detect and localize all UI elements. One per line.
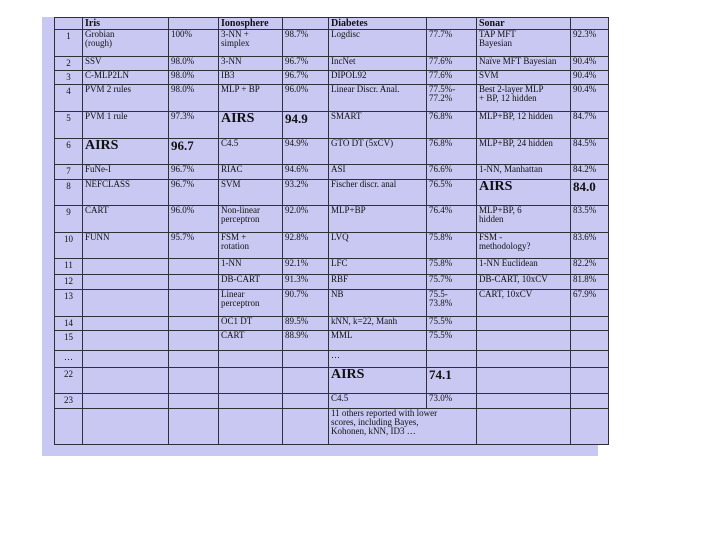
diabetes-method-cell: DIPOL92 xyxy=(329,71,427,85)
ionosphere-method-cell xyxy=(219,367,283,394)
sonar-score-cell: 82.2% xyxy=(571,259,609,275)
results-table xyxy=(54,17,609,445)
diabetes-method-cell: GTO DT (5xCV) xyxy=(329,138,427,165)
ionosphere-score-cell: 92.1% xyxy=(283,259,329,275)
ionosphere-score-cell: 94.9 xyxy=(283,112,329,139)
iris-score-cell: 98.0% xyxy=(169,56,219,70)
iris-score-cell: 100% xyxy=(169,30,219,57)
diabetes-score-cell: 77.6% xyxy=(427,56,477,70)
rank-cell: 14 xyxy=(55,317,83,331)
table-row xyxy=(55,179,609,206)
iris-method-cell xyxy=(83,408,169,444)
diabetes-method-cell: MLP+BP xyxy=(329,206,427,233)
diabetes-score-cell: 75.7% xyxy=(427,274,477,290)
ionosphere-method-cell xyxy=(219,408,283,444)
ionosphere-method-cell: RIAC xyxy=(219,165,283,179)
diabetes-score-cell: 75.5% xyxy=(427,331,477,350)
ionosphere-method-cell: C4.5 xyxy=(219,138,283,165)
diabetes-score-cell: 76.8% xyxy=(427,138,477,165)
diabetes-score-cell: 76.6% xyxy=(427,165,477,179)
diabetes-score-cell: 75.5- 73.8% xyxy=(427,290,477,317)
table-row xyxy=(55,165,609,179)
iris-method-cell xyxy=(83,259,169,275)
ionosphere-method-cell: CART xyxy=(219,331,283,350)
diabetes-header: Diabetes xyxy=(329,18,427,30)
ionosphere-score-cell: 89.5% xyxy=(283,317,329,331)
sonar-score-cell: 81.8% xyxy=(571,274,609,290)
iris-header: Iris xyxy=(83,18,169,30)
table-row xyxy=(55,408,609,444)
sonar-method-cell: 1-NN, Manhattan xyxy=(477,165,571,179)
diabetes-score-cell: 76.8% xyxy=(427,112,477,139)
ionosphere-score-cell xyxy=(283,394,329,408)
sonar-score-cell xyxy=(571,317,609,331)
rank-cell: 7 xyxy=(55,165,83,179)
iris-method-cell: FUNN xyxy=(83,232,169,259)
table-row xyxy=(55,394,609,408)
iris-score-cell: 97.3% xyxy=(169,112,219,139)
table-row xyxy=(55,367,609,394)
sonar-method-cell: CART, 10xCV xyxy=(477,290,571,317)
diabetes-method-cell: Logdisc xyxy=(329,30,427,57)
table-row xyxy=(55,56,609,70)
diabetes-score-header xyxy=(427,18,477,30)
rank-cell: … xyxy=(55,350,83,367)
rank-cell: 11 xyxy=(55,259,83,275)
iris-method-cell: PVM 1 rule xyxy=(83,112,169,139)
table-row xyxy=(55,331,609,350)
ionosphere-score-cell: 96.0% xyxy=(283,85,329,112)
table-row xyxy=(55,290,609,317)
sonar-score-cell: 83.5% xyxy=(571,206,609,233)
diabetes-method-cell: IncNet xyxy=(329,56,427,70)
iris-score-cell xyxy=(169,350,219,367)
ionosphere-method-cell: IB3 xyxy=(219,71,283,85)
table-row xyxy=(55,85,609,112)
iris-score-cell xyxy=(169,408,219,444)
sonar-method-cell xyxy=(477,394,571,408)
sonar-header: Sonar xyxy=(477,18,571,30)
iris-score-cell xyxy=(169,290,219,317)
table-body xyxy=(55,30,609,445)
rank-cell: 9 xyxy=(55,206,83,233)
diabetes-method-cell: Fischer discr. anal xyxy=(329,179,427,206)
iris-method-cell xyxy=(83,394,169,408)
sonar-method-cell: MLP+BP, 12 hidden xyxy=(477,112,571,139)
sonar-method-cell: DB-CART, 10xCV xyxy=(477,274,571,290)
sonar-method-cell: Naïve MFT Bayesian xyxy=(477,56,571,70)
sonar-method-cell: MLP+BP, 6 hidden xyxy=(477,206,571,233)
iris-score-cell: 96.7% xyxy=(169,165,219,179)
ionosphere-score-cell: 93.2% xyxy=(283,179,329,206)
iris-score-cell xyxy=(169,259,219,275)
diabetes-method-cell: AIRS xyxy=(329,367,427,394)
iris-score-cell: 98.0% xyxy=(169,71,219,85)
iris-method-cell xyxy=(83,331,169,350)
sonar-score-cell xyxy=(571,331,609,350)
iris-method-cell: PVM 2 rules xyxy=(83,85,169,112)
ionosphere-method-cell: DB-CART xyxy=(219,274,283,290)
ionosphere-score-cell: 92.0% xyxy=(283,206,329,233)
diabetes-method-cell: RBF xyxy=(329,274,427,290)
ionosphere-score-cell: 91.3% xyxy=(283,274,329,290)
ionosphere-score-cell xyxy=(283,367,329,394)
diabetes-method-cell: 11 others reported with lower scores, including Bayes, Kohonen, kNN, ID3 … xyxy=(329,408,477,444)
rank-cell: 4 xyxy=(55,85,83,112)
diabetes-score-cell: 75.8% xyxy=(427,232,477,259)
ionosphere-method-cell: 3-NN xyxy=(219,56,283,70)
table-row xyxy=(55,112,609,139)
ionosphere-method-cell: AIRS xyxy=(219,112,283,139)
ionosphere-method-cell xyxy=(219,350,283,367)
rank-cell: 6 xyxy=(55,138,83,165)
iris-method-cell: NEFCLASS xyxy=(83,179,169,206)
ionosphere-method-cell: Non-linear perceptron xyxy=(219,206,283,233)
table-row xyxy=(55,317,609,331)
ionosphere-method-cell: OC1 DT xyxy=(219,317,283,331)
ionosphere-score-cell: 96.7% xyxy=(283,71,329,85)
rank-cell: 15 xyxy=(55,331,83,350)
table-row xyxy=(55,232,609,259)
iris-method-cell xyxy=(83,274,169,290)
diabetes-score-cell xyxy=(427,350,477,367)
diabetes-score-cell: 73.0% xyxy=(427,394,477,408)
ionosphere-score-cell: 96.7% xyxy=(283,56,329,70)
sonar-method-cell: Best 2-layer MLP + BP, 12 hidden xyxy=(477,85,571,112)
ionosphere-header: Ionosphere xyxy=(219,18,283,30)
table-row xyxy=(55,138,609,165)
sonar-method-cell: TAP MFT Bayesian xyxy=(477,30,571,57)
sonar-score-header xyxy=(571,18,609,30)
sonar-score-cell xyxy=(571,367,609,394)
ionosphere-method-cell: FSM + rotation xyxy=(219,232,283,259)
rank-cell: 22 xyxy=(55,367,83,394)
iris-score-header xyxy=(169,18,219,30)
diabetes-method-cell: NB xyxy=(329,290,427,317)
sonar-method-cell: SVM xyxy=(477,71,571,85)
iris-method-cell: AIRS xyxy=(83,138,169,165)
diabetes-method-cell: ASI xyxy=(329,165,427,179)
iris-method-cell xyxy=(83,290,169,317)
diabetes-method-cell: LFC xyxy=(329,259,427,275)
sonar-method-cell: FSM - methodology? xyxy=(477,232,571,259)
rank-cell: 5 xyxy=(55,112,83,139)
sonar-score-cell: 84.5% xyxy=(571,138,609,165)
table-row xyxy=(55,71,609,85)
sonar-method-cell: MLP+BP, 24 hidden xyxy=(477,138,571,165)
diabetes-method-cell: kNN, k=22, Manh xyxy=(329,317,427,331)
sonar-score-cell: 90.4% xyxy=(571,56,609,70)
rank-cell: 1 xyxy=(55,30,83,57)
rank-cell: 10 xyxy=(55,232,83,259)
sonar-score-cell: 67.9% xyxy=(571,290,609,317)
iris-score-cell xyxy=(169,394,219,408)
header-row xyxy=(55,18,609,30)
diabetes-score-cell: 75.8% xyxy=(427,259,477,275)
table-row xyxy=(55,30,609,57)
sonar-method-cell xyxy=(477,408,571,444)
ionosphere-method-cell: Linear perceptron xyxy=(219,290,283,317)
sonar-method-cell xyxy=(477,317,571,331)
iris-method-cell: FuNe-I xyxy=(83,165,169,179)
iris-score-cell: 96.7 xyxy=(169,138,219,165)
ionosphere-score-cell xyxy=(283,350,329,367)
diabetes-score-cell: 76.4% xyxy=(427,206,477,233)
rank-cell: 13 xyxy=(55,290,83,317)
rank-cell: 8 xyxy=(55,179,83,206)
diabetes-score-cell: 74.1 xyxy=(427,367,477,394)
diabetes-method-cell: Linear Discr. Anal. xyxy=(329,85,427,112)
sonar-score-cell: 84.0 xyxy=(571,179,609,206)
sonar-method-cell: 1-NN Euclidean xyxy=(477,259,571,275)
ionosphere-method-cell: MLP + BP xyxy=(219,85,283,112)
rank-cell: 3 xyxy=(55,71,83,85)
ionosphere-method-cell xyxy=(219,394,283,408)
iris-method-cell: CART xyxy=(83,206,169,233)
ionosphere-score-cell: 90.7% xyxy=(283,290,329,317)
diabetes-method-cell: SMART xyxy=(329,112,427,139)
iris-score-cell xyxy=(169,317,219,331)
diabetes-score-cell: 77.6% xyxy=(427,71,477,85)
sonar-score-cell: 84.7% xyxy=(571,112,609,139)
rank-cell: 12 xyxy=(55,274,83,290)
table-row xyxy=(55,350,609,367)
iris-score-cell: 96.7% xyxy=(169,179,219,206)
sonar-score-cell xyxy=(571,408,609,444)
iris-method-cell xyxy=(83,350,169,367)
iris-method-cell xyxy=(83,367,169,394)
sonar-method-cell xyxy=(477,350,571,367)
iris-method-cell: SSV xyxy=(83,56,169,70)
rank-header xyxy=(55,18,83,30)
sonar-score-cell: 84.2% xyxy=(571,165,609,179)
table-row xyxy=(55,259,609,275)
ionosphere-method-cell: 3-NN + simplex xyxy=(219,30,283,57)
iris-score-cell xyxy=(169,274,219,290)
iris-method-cell: Grobian (rough) xyxy=(83,30,169,57)
ionosphere-score-header xyxy=(283,18,329,30)
sonar-score-cell: 92.3% xyxy=(571,30,609,57)
iris-score-cell xyxy=(169,331,219,350)
ionosphere-score-cell: 88.9% xyxy=(283,331,329,350)
ionosphere-score-cell xyxy=(283,408,329,444)
table-row xyxy=(55,274,609,290)
diabetes-method-cell: LVQ xyxy=(329,232,427,259)
rank-cell xyxy=(55,408,83,444)
diabetes-score-cell: 77.7% xyxy=(427,30,477,57)
sonar-score-cell: 90.4% xyxy=(571,85,609,112)
diabetes-method-cell: C4.5 xyxy=(329,394,427,408)
iris-score-cell xyxy=(169,367,219,394)
table-row xyxy=(55,206,609,233)
diabetes-score-cell: 75.5% xyxy=(427,317,477,331)
iris-method-cell: C-MLP2LN xyxy=(83,71,169,85)
diabetes-method-cell: … xyxy=(329,350,427,367)
diabetes-score-cell: 76.5% xyxy=(427,179,477,206)
ionosphere-method-cell: 1-NN xyxy=(219,259,283,275)
sonar-score-cell: 83.6% xyxy=(571,232,609,259)
sonar-score-cell xyxy=(571,394,609,408)
iris-score-cell: 96.0% xyxy=(169,206,219,233)
iris-method-cell xyxy=(83,317,169,331)
ionosphere-score-cell: 94.6% xyxy=(283,165,329,179)
diabetes-score-cell: 77.5%- 77.2% xyxy=(427,85,477,112)
iris-score-cell: 98.0% xyxy=(169,85,219,112)
ionosphere-score-cell: 92.8% xyxy=(283,232,329,259)
sonar-score-cell: 90.4% xyxy=(571,71,609,85)
rank-cell: 2 xyxy=(55,56,83,70)
sonar-method-cell: AIRS xyxy=(477,179,571,206)
ionosphere-score-cell: 94.9% xyxy=(283,138,329,165)
ionosphere-method-cell: SVM xyxy=(219,179,283,206)
rank-cell: 23 xyxy=(55,394,83,408)
ionosphere-score-cell: 98.7% xyxy=(283,30,329,57)
sonar-method-cell xyxy=(477,331,571,350)
slide-background xyxy=(42,17,598,456)
iris-score-cell: 95.7% xyxy=(169,232,219,259)
diabetes-method-cell: MML xyxy=(329,331,427,350)
sonar-method-cell xyxy=(477,367,571,394)
sonar-score-cell xyxy=(571,350,609,367)
